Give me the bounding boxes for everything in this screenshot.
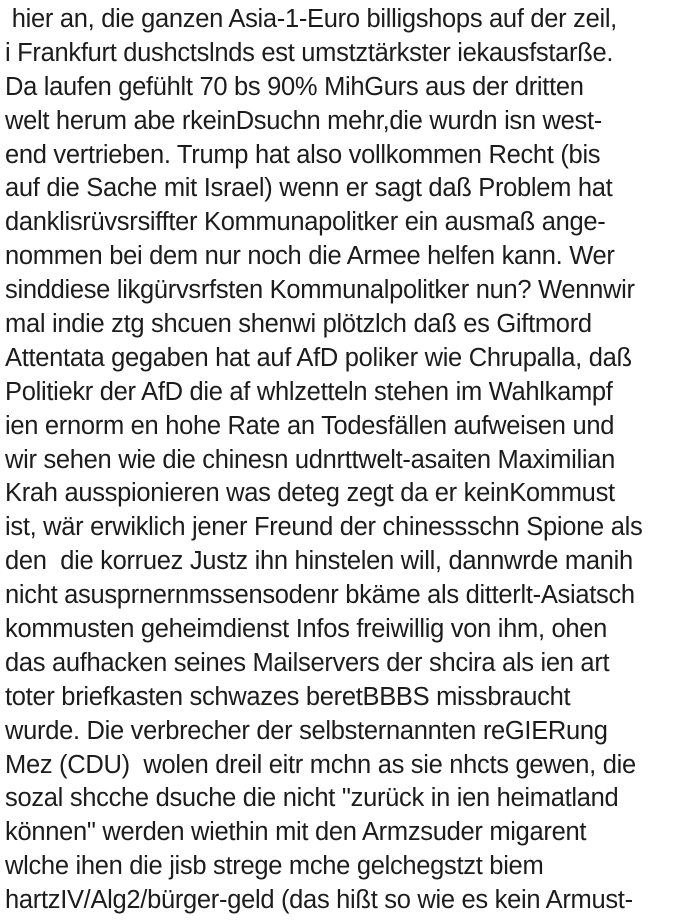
text-block (5, 3, 682, 918)
text-line: können" werden wiethin mit den Armzsuder migarent (5, 818, 587, 847)
text-line: wir sehen wie die chinesn udnrttwelt-asaiten Maximilian (5, 445, 615, 474)
text-line: Attentata gegaben hat auf AfD poliker wie Chrupalla, daß (5, 343, 632, 372)
text-line: den die korruez Justz ihn hinstelen will, dannwrde manih (5, 547, 633, 576)
text-line: auf die Sache mit Israel) wenn er sagt daß Problem hat (5, 174, 613, 203)
text-line: end vertrieben. Trump hat also vollkommen Recht (bis (5, 140, 601, 169)
text-line: ist, wär erwiklich jener Freund der chinessschn Spione als (5, 513, 643, 542)
text-line: i Frankfurt dushctslnds est umstztärkster iekausfstarße. (5, 38, 614, 67)
text-line: nommen bei dem nur noch die Armee helfen kann. Wer (5, 242, 615, 271)
text-line: ien ernorm en hohe Rate an Todesfällen aufweisen und (5, 411, 615, 440)
text-line: kommusten geheimdienst Infos freiwillig von ihm, ohen (5, 615, 608, 644)
text-line: sinddiese likgürvsrfsten Kommunalpolitker nun? Wennwir (5, 276, 635, 305)
text-line: toter briefkasten schwazes beretBBBS missbraucht (5, 682, 571, 711)
text-line: hartzIV/Alg2/bürger-geld (das hißt so wie es kein Armust- (5, 886, 633, 915)
text-line: danklisrüvsrsiffter Kommunapolitker ein ausmaß ange- (5, 208, 606, 237)
text-line: mal indie ztg shcuen shenwi plötzlch daß es Giftmord (5, 310, 592, 339)
text-line: Krah ausspionieren was deteg zegt da er keinKommust (5, 479, 615, 508)
text-line: hier an, die ganzen Asia-1-Euro billigshops auf der zeil, (5, 5, 617, 33)
text-line: Da laufen gefühlt 70 bs 90% MihGurs aus der dritten (5, 72, 584, 101)
text-line: Politiekr der AfD die af whlzetteln stehen im Wahlkampf (5, 377, 613, 406)
text-line: nicht asusprnernmssensodenr bkäme als ditterlt-Asiatsch (5, 581, 635, 610)
text-line: wurde. Die verbrecher der selbsternannten reGIERung (5, 716, 608, 745)
text-line: sozal shcche dsuche die nicht "zurück in ien heimatland (5, 784, 619, 813)
text-line: wlche ihen die jisb strege mche gelchegstzt biem (5, 852, 544, 881)
text-line: welt herum abe rkeinDsuchn mehr,die wurdn isn west- (5, 106, 602, 135)
text-line: Mez (CDU) wolen dreil eitr mchn as sie nhcts gewen, die (5, 750, 636, 779)
text-line: das aufhacken seines Mailservers der shcira als ien art (5, 648, 610, 677)
